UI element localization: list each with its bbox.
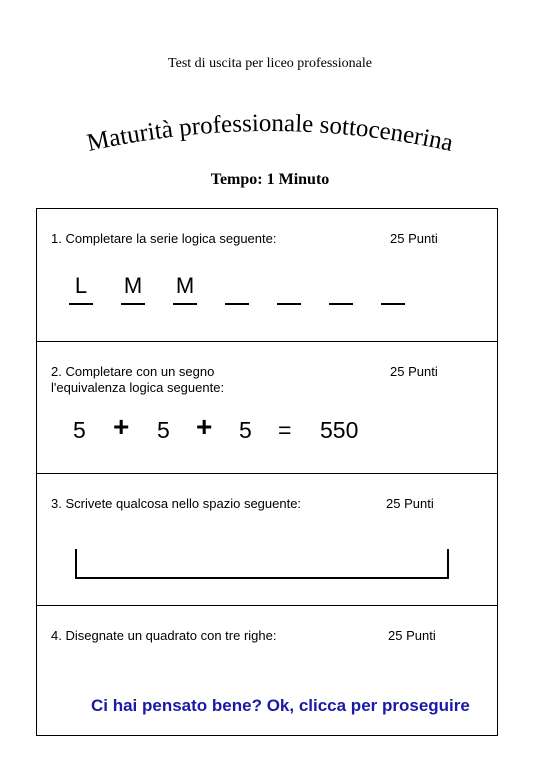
quiz-container xyxy=(36,208,498,736)
question-2-line-2: l'equivalenza logica seguente: xyxy=(51,380,225,395)
question-4 xyxy=(37,606,497,736)
question-2-line-1: 2. Completare con un segno xyxy=(51,364,215,379)
series-blank-slot[interactable] xyxy=(329,273,353,305)
page-title-text xyxy=(85,110,456,157)
proceed-link[interactable]: Ci hai pensato bene? Ok, clicca per proseguire xyxy=(91,696,470,715)
question-2-points: 25 Punti xyxy=(390,364,438,379)
question-4-text: 4. Disegnate un quadrato con tre righe: xyxy=(51,628,277,643)
equation-result: 550 xyxy=(320,417,359,443)
question-1-text: 1. Completare la serie logica seguente: xyxy=(51,231,277,246)
question-4-points: 25 Punti xyxy=(388,628,436,643)
series-blank-slot[interactable] xyxy=(381,273,405,305)
question-3 xyxy=(37,474,497,606)
series-slot: M xyxy=(121,273,145,305)
equation-number: 5 xyxy=(157,417,170,443)
question-3-points: 25 Punti xyxy=(386,496,434,511)
time-limit: Tempo: 1 Minuto xyxy=(210,171,330,188)
series-slot: L xyxy=(69,273,93,305)
answer-space[interactable] xyxy=(75,549,449,579)
question-2 xyxy=(37,342,497,474)
equation-equals: = xyxy=(278,417,292,443)
equation-number: 5 xyxy=(73,417,86,443)
question-3-text: 3. Scrivete qualcosa nello spazio seguente: xyxy=(51,496,302,511)
series-blank-slot[interactable] xyxy=(225,273,249,305)
equation-operator: + xyxy=(196,411,213,442)
question-1-points: 25 Punti xyxy=(390,231,438,246)
equation-operator: + xyxy=(113,411,130,442)
series-blank-slot[interactable] xyxy=(277,273,301,305)
question-1 xyxy=(37,209,497,342)
question-2-text xyxy=(51,364,351,396)
equation-number: 5 xyxy=(239,417,252,443)
page-subtitle: Test di uscita per liceo professionale xyxy=(168,56,372,71)
title-arc-text: Maturità professionale sottocenerina xyxy=(84,109,456,157)
page-title xyxy=(60,108,480,168)
series-slot: M xyxy=(173,273,197,305)
